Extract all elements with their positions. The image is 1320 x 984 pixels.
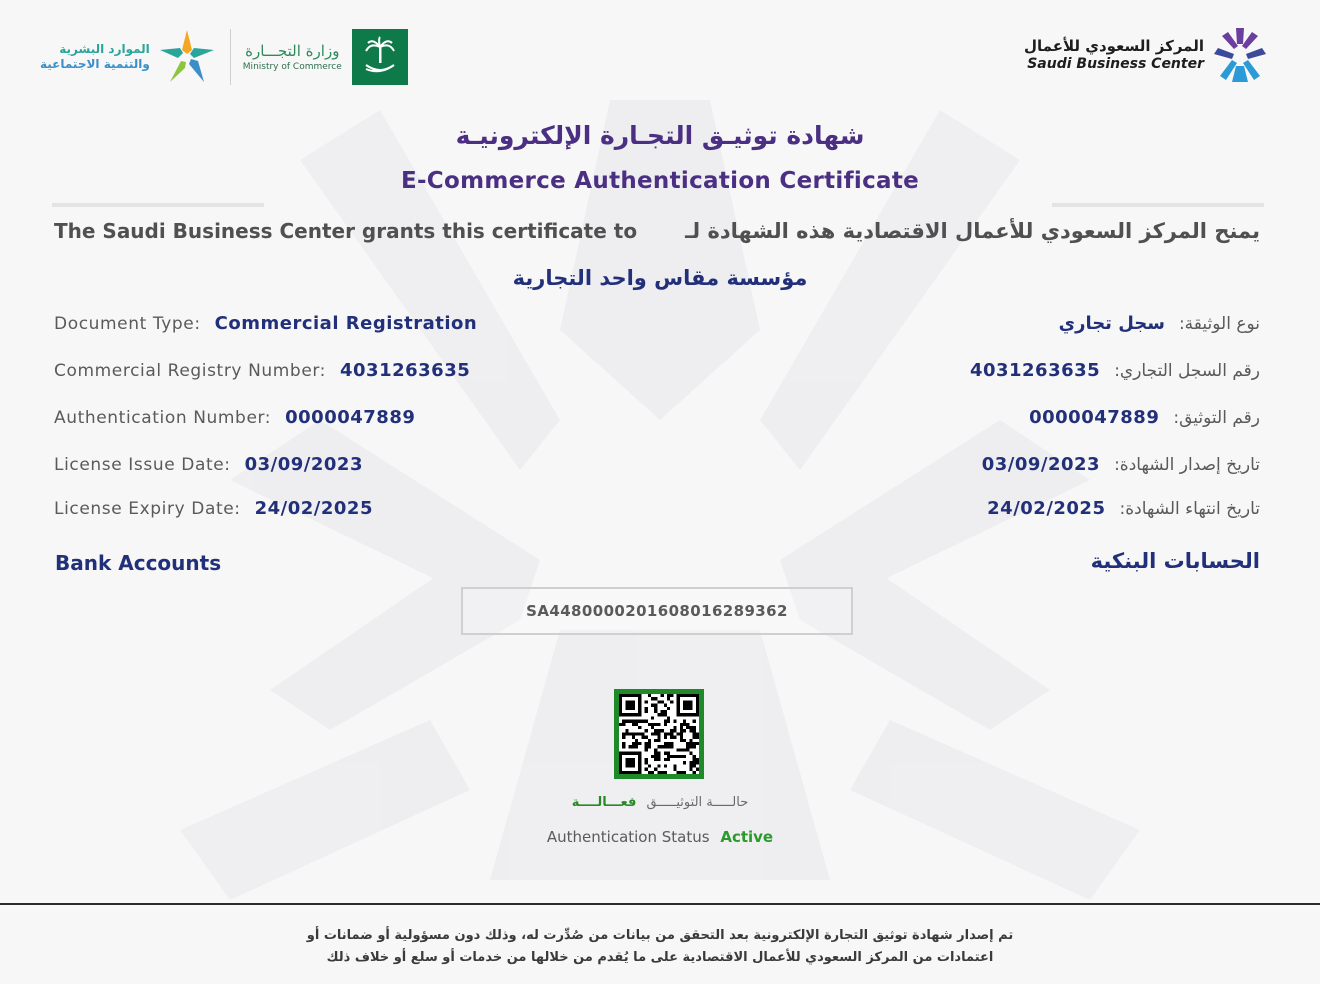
sbc-star-icon <box>1212 26 1268 84</box>
status-label: Authentication Status <box>546 828 710 846</box>
hrsd-logo-line2: والتنمية الاجتماعية <box>40 57 150 71</box>
document-type-row-en <box>54 313 477 334</box>
field-value: 24/02/2025 <box>254 498 373 519</box>
footer-divider <box>0 903 1320 905</box>
footer-line-1: تم إصدار شهادة توثيق التجارة الإلكترونية بعد التحقق من بيانات من صُدِّرت له، وذلك دون مسؤولية أو ضمانات أو <box>306 928 1014 943</box>
authentication-status-en <box>0 828 1320 846</box>
divider-left <box>52 203 264 207</box>
logo-divider <box>230 29 231 85</box>
field-label: رقم السجل التجاري: <box>1114 361 1260 381</box>
field-value: 03/09/2023 <box>981 454 1101 475</box>
field-label: License Expiry Date: <box>54 499 241 519</box>
field-label: رقم التوثيق: <box>1173 408 1260 428</box>
field-label: نوع الوثيقة: <box>1178 314 1260 334</box>
field-value: 03/09/2023 <box>244 454 363 475</box>
bank-accounts-heading-ar: الحسابات البنكية <box>1090 549 1260 573</box>
sbc-logo <box>1024 26 1268 84</box>
expiry-date-row-en <box>54 498 373 519</box>
field-label: License Issue Date: <box>54 455 231 475</box>
entity-name: مؤسسة مقاس واحد التجارية <box>512 266 808 290</box>
field-value: 0000047889 <box>285 407 416 428</box>
certificate-title-arabic: شهادة توثيـق التجـارة الإلكترونيـة <box>455 121 865 150</box>
iban-box: SA4480000201608016289362 <box>461 587 853 635</box>
hrsd-star-icon <box>158 28 216 86</box>
field-value: 4031263635 <box>969 360 1101 381</box>
field-label: Authentication Number: <box>54 408 272 428</box>
qr-code[interactable] <box>614 689 704 779</box>
field-value: 0000047889 <box>1029 407 1160 428</box>
divider-right <box>1052 203 1264 207</box>
hrsd-logo-line1: الموارد البشرية <box>59 42 150 56</box>
grant-statement-english: The Saudi Business Center grants this certificate to <box>54 219 638 243</box>
expiry-date-row-ar <box>987 498 1260 519</box>
registry-number-row-ar <box>970 360 1260 381</box>
authentication-status-ar <box>0 795 1320 810</box>
moc-logo <box>243 29 408 85</box>
authentication-number-row-en <box>54 407 415 428</box>
registry-number-row-en <box>54 360 470 381</box>
status-value: فعـــالــــة <box>571 795 637 810</box>
field-label: تاريخ إصدار الشهادة: <box>1114 455 1260 475</box>
authentication-number-row-ar <box>1029 407 1260 428</box>
bank-accounts-heading-en: Bank Accounts <box>55 551 222 575</box>
footer-disclaimer <box>0 925 1320 969</box>
field-label: Commercial Registry Number: <box>54 361 326 381</box>
saudi-emblem-icon <box>352 29 408 85</box>
grant-statement-arabic: يمنح المركز السعودي للأعمال الاقتصادية هذه الشهادة لـ <box>685 219 1260 243</box>
sbc-logo-english: Saudi Business Center <box>1027 56 1204 72</box>
footer-line-2: اعتمادات من المركز السعودي للأعمال الاقتصادية على ما يُقدم من خلالها من خدمات أو سلع أو خلاف ذلك <box>326 950 994 965</box>
field-value: Commercial Registration <box>214 313 478 334</box>
certificate-title-english: E-Commerce Authentication Certificate <box>400 168 920 194</box>
government-logos <box>40 24 408 90</box>
qr-code-icon <box>619 694 699 774</box>
moc-logo-arabic: وزارة التجـــارة <box>245 42 340 60</box>
field-value: سجل تجاري <box>1058 313 1165 334</box>
issue-date-row-ar <box>982 454 1260 475</box>
field-label: Document Type: <box>54 314 201 334</box>
document-type-row-ar <box>1059 313 1260 334</box>
sbc-logo-arabic: المركز السعودي للأعمال <box>1024 37 1204 55</box>
field-value: 4031263635 <box>340 360 471 381</box>
status-value: Active <box>720 828 774 846</box>
moc-logo-english: Ministry of Commerce <box>242 62 342 72</box>
field-label: تاريخ انتهاء الشهادة: <box>1119 499 1260 519</box>
field-value: 24/02/2025 <box>987 498 1106 519</box>
status-label: حالـــــة التوثيـــــق <box>646 795 749 810</box>
issue-date-row-en <box>54 454 363 475</box>
hrsd-logo <box>40 28 216 86</box>
